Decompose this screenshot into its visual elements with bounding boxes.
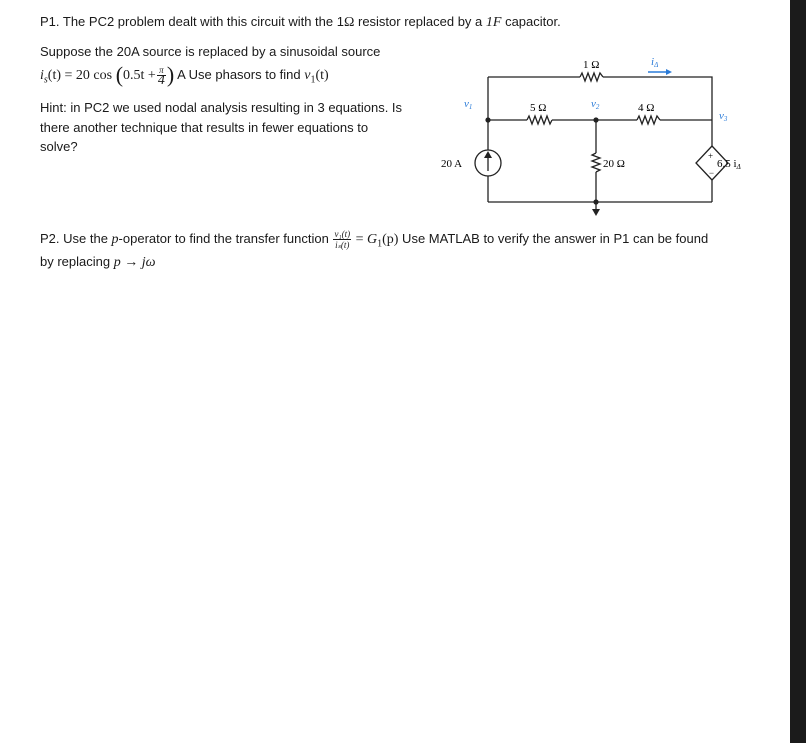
label-dependent-source <box>717 158 741 171</box>
v2-node-var: v <box>591 98 596 110</box>
label-1ohm: 1 Ω <box>583 59 600 71</box>
p2-line-1 <box>40 225 708 253</box>
g-sub: 1 <box>377 238 383 250</box>
v1-sub: 1 <box>310 74 316 86</box>
p1-title <box>40 13 561 31</box>
dep-plus-sign: + <box>708 151 714 161</box>
v1-node-var: v <box>464 98 469 110</box>
eq-unit-text: A Use phasors to find <box>177 67 305 82</box>
v3-node-sub: 3 <box>723 115 728 123</box>
dep-source-sub: Δ <box>736 163 741 171</box>
p1-title-prefix: P1. The PC2 problem dealt with this circuit with the 1 <box>40 14 344 29</box>
v1-var: v <box>304 68 311 83</box>
label-20ohm: 20 Ω <box>603 158 625 170</box>
eq-lhs-sub: s <box>43 74 48 86</box>
replacement-expr: p → jω <box>113 255 156 270</box>
dep-source-text: 6.5 i <box>717 158 737 170</box>
v1-node-sub: 1 <box>468 103 473 111</box>
label-v2 <box>591 98 600 111</box>
p2-mid: -operator to find the transfer function <box>118 231 333 246</box>
paren-close: ) <box>166 62 175 87</box>
v2-node-sub: 2 <box>595 103 600 111</box>
g-var: G <box>366 232 378 247</box>
hint-line-1: Hint: in PC2 we used nodal analysis resulting in 3 equations. Is <box>40 100 403 115</box>
equals-sign: = <box>352 232 367 247</box>
label-5ohm: 5 Ω <box>530 102 547 114</box>
p1-title-mid: resistor replaced by a <box>354 14 486 29</box>
omega-symbol: Ω <box>343 15 355 30</box>
circuit-diagram <box>420 50 790 225</box>
current-arrow-head <box>666 69 672 75</box>
ix-var: i <box>651 56 655 68</box>
frac-denominator: iₛ(t) <box>335 240 350 251</box>
resistor-4ohm <box>637 116 660 124</box>
eq-lhs: i <box>40 68 44 83</box>
resistor-20ohm <box>592 153 600 172</box>
eq-arg: (t) = 20 cos <box>47 68 113 83</box>
hint-line-2: there another technique that results in fewer equations to <box>40 120 369 135</box>
g-arg: (p) <box>382 232 399 247</box>
resistor-1ohm <box>580 73 603 81</box>
p-operator: p <box>111 232 119 247</box>
label-ix <box>651 56 658 69</box>
capacitor-value: 1F <box>485 15 502 30</box>
hint-line-3: solve? <box>40 139 78 154</box>
wire-top <box>488 77 712 120</box>
ground-arrow <box>592 209 600 216</box>
p1-source-equation <box>40 62 329 89</box>
v3-node-var: v <box>719 110 724 122</box>
window-edge <box>790 0 806 743</box>
label-20a: 20 A <box>441 158 463 170</box>
v1-arg: (t) <box>315 68 329 83</box>
transfer-fraction <box>333 229 351 250</box>
node-v2-dot <box>593 117 598 122</box>
pi-over-4 <box>157 65 166 89</box>
ix-sub: Δ <box>654 61 659 69</box>
paren-open: ( <box>115 62 124 87</box>
label-v3 <box>719 110 728 123</box>
p2-suffix: Use MATLAB to verify the answer in P1 can be found <box>398 231 709 246</box>
four-denominator: 4 <box>157 73 165 89</box>
node-v1-dot <box>485 117 490 122</box>
p2-line-2 <box>40 253 156 271</box>
p2-line2-prefix: by replacing <box>40 254 114 269</box>
label-4ohm: 4 Ω <box>638 102 655 114</box>
p1-source-sentence: Suppose the 20A source is replaced by a sinusoidal source <box>40 44 381 59</box>
resistor-5ohm <box>527 116 552 124</box>
p1-title-suffix: capacitor. <box>501 14 561 29</box>
eq-inner: 0.5t + <box>123 68 156 83</box>
frac-numerator: v₁(t) <box>334 229 351 240</box>
pi-symbol: π <box>157 65 166 76</box>
label-v1 <box>464 98 472 111</box>
p2-prefix: P2. Use the <box>40 231 112 246</box>
dep-minus-sign: − <box>709 168 715 178</box>
